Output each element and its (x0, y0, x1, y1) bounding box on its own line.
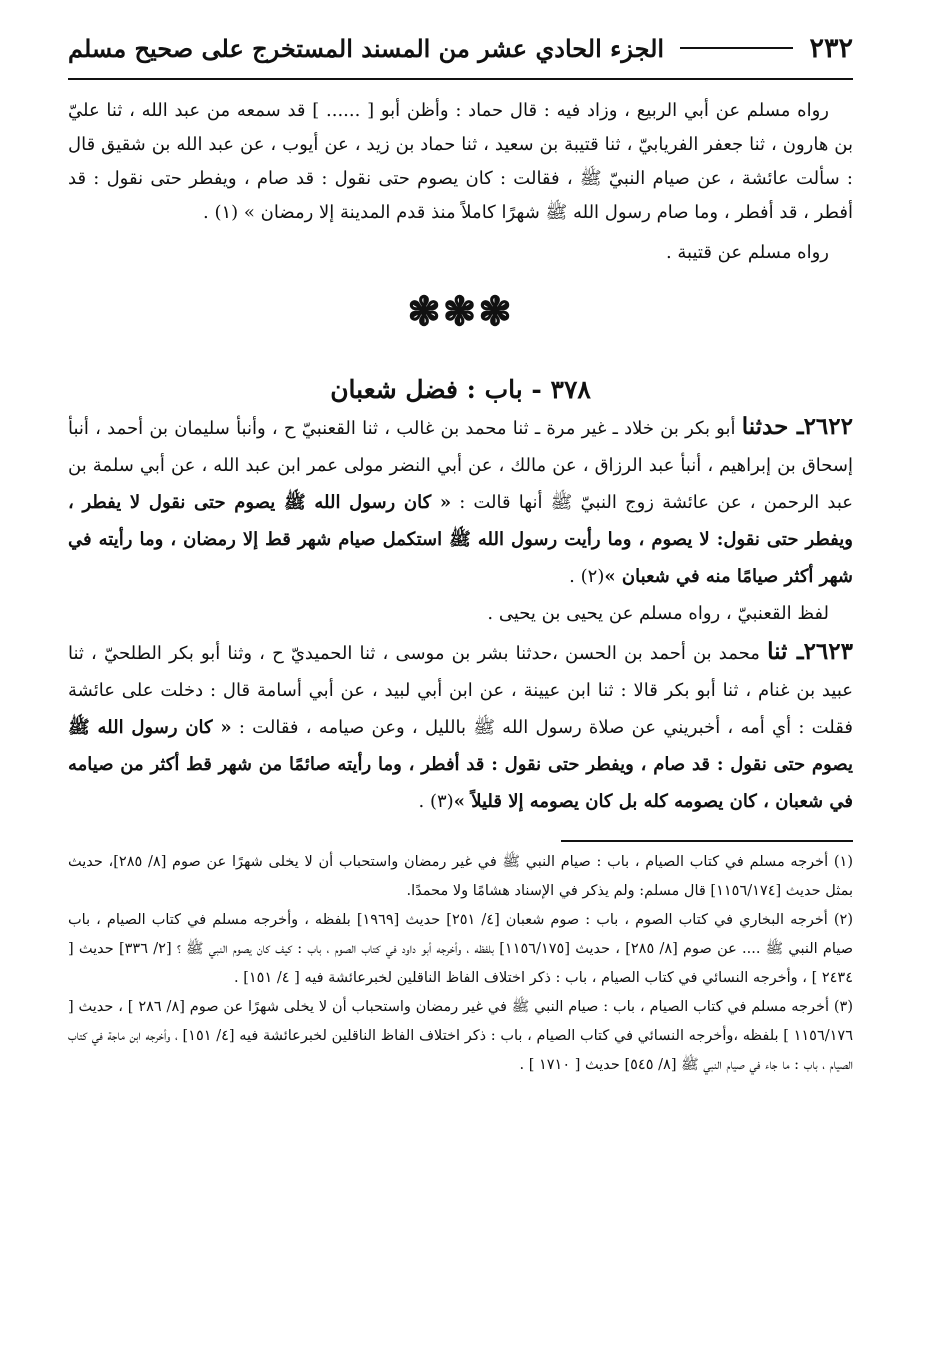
matn-text: « كان رسول الله ﷺ يصوم حتى نقول لا يفطر ، ويفطر حتى نقول: لا يصوم ، وما رأيت رسول الله ﷺ استكمل صيام شهر قط إلا رمضان ، وما رأيته في شهر أكثر صيامًا منه في شعبان » (68, 492, 853, 587)
page-number: ٢٣٢ (809, 32, 853, 64)
running-header (68, 18, 853, 80)
isnad-text: محمد بن أحمد بن الحسن ،حدثنا بشر بن موسى ، ثنا الحميديّ ح ، وثنا أبو بكر الطلحيّ ، ثنا عبيد بن غنام ، ثنا أبو بكر قالا : ثنا ابن عيينة ، عن ابن أبي لبيد ، عن أبي أسامة قال : دخلت على عائشة فقلت : أي أمه ، أخبريني عن صلاة رسول الله ﷺ بالليل ، وعن صيامه ، فقالت : (68, 643, 853, 738)
header-rule (680, 47, 793, 49)
footnote-3: (٣) أخرجه مسلم في كتاب الصيام ، باب : صيام النبي ﷺ في غير رمضان واستحباب أن لا يخلى شهرًا عن صوم [٨/ ٢٨٦ ] ، حديث [ ١١٥٦/١٧٦ ] بلفظه ،وأخرجه النسائي في كتاب الصيام ، باب : ذكر اختلاف الفاظ الناقلين لخبرعائشة فيه [٤/ ١٥١] ، وأخرجه ابن ماجة في كتاب الصيام ، باب : ما جاء في صيام النبي ﷺ [٨/ ٥٤٥] حديث [ ١٧١٠ ] . (68, 999, 854, 1073)
footnote-1: (١) أخرجه مسلم في كتاب الصيام ، باب : صيام النبي ﷺ في غير رمضان واستحباب أن لا يخلى شهرًا عن صوم [٨/ ٢٨٥]، حديث بمثل حديث [١١٥٦/١٧٤] قال مسلم: ولم يذكر في الإسناد هشامًا ولا محمدًا. (68, 854, 854, 899)
hadith-2622 (68, 408, 853, 595)
section-ornament: ❃❃❃ (407, 288, 514, 335)
continuation-paragraph: رواه مسلم عن أبي الربيع ، وزاد فيه : قال حماد : وأظن أبو [ ...... ] قد سمعه من عبد الله ، ثنا عليّ بن هارون ، ثنا جعفر الفريابيّ ، ثنا قتيبة بن سعيد ، ثنا حماد بن زيد ، عن أيوب ، عن عبد الله بن شقيق قال : سألت عائشة ، عن صيام النبيّ ﷺ ، فقالت : كان يصوم حتى نقول : قد صام ، ويفطر حتى نقول : قد أفطر ، قد أفطر ، وما صام رسول الله ﷺ شهرًا كاملاً منذ قدم المدينة إلا رمضان » (١) . (68, 100, 853, 223)
isnad-text: أبو بكر بن خلاد ـ غير مرة ـ ثنا محمد بن غالب ، ثنا القعنبيّ ح ، وأنبأ سليمان بن أحمد ، أنبأ إسحاق بن إبراهيم ، أنبأ عبد الرزاق ، عن مالك ، عن أبي النضر مولى عمر ابن عبد الله ، عن أبي سلمة بن عبد الرحمن ، عن عائشة زوج النبيّ ﷺ أنها قالت : (68, 418, 853, 513)
footnote-2: (٢) أخرجه البخاري في كتاب الصوم ، باب : صوم شعبان [٤/ ٢٥١] حديث [١٩٦٩] بلفظه ، وأخرجه مسلم في كتاب الصيام ، باب صيام النبي ﷺ .... عن صوم [٨/ ٢٨٥] ، حديث [١١٥٦/١٧٥] بلفظه ، وأخرجه أبو داود في كتاب الصوم ، باب : كيف كان يصوم النبي ﷺ ؟ [٢/ ٣٣٦] حديث [ ٢٤٣٤ ] ، وأخرجه النسائي في كتاب الصيام ، باب : ذكر اختلاف الفاظ الناقلين لخبرعائشة فيه [ ٤/ ١٥١] . (68, 912, 854, 986)
hadith-number: ٢٦٢٣ـ ثنا (767, 638, 853, 665)
hadith-2623 (68, 633, 853, 820)
footnote-ref: (٢) . (569, 566, 605, 587)
footnote-separator (561, 840, 853, 842)
hadith-number: ٢٦٢٢ـ حدثنا (741, 413, 853, 440)
narration-note: لفظ القعنبيّ ، رواه مسلم عن يحيى بن يحيى . (487, 603, 829, 624)
matn-text: « كان رسول الله ﷺ يصوم حتى نقول : قد صام ، ويفطر حتى نقول : قد أفطر ، وما رأيته صائمًا من شهر قط أكثر من صيامه في شعبان ، كان يصومه كله بل كان يصومه إلا قليلاً » (68, 717, 853, 812)
running-title: الجزء الحادي عشر من المسند المستخرج على صحيح مسلم (68, 33, 665, 63)
chapter-title: ٣٧٨ - باب : فضل شعبان (330, 375, 591, 404)
narration-note: رواه مسلم عن قتيبة . (665, 242, 829, 263)
footnote-ref: (٣) . (418, 791, 454, 812)
